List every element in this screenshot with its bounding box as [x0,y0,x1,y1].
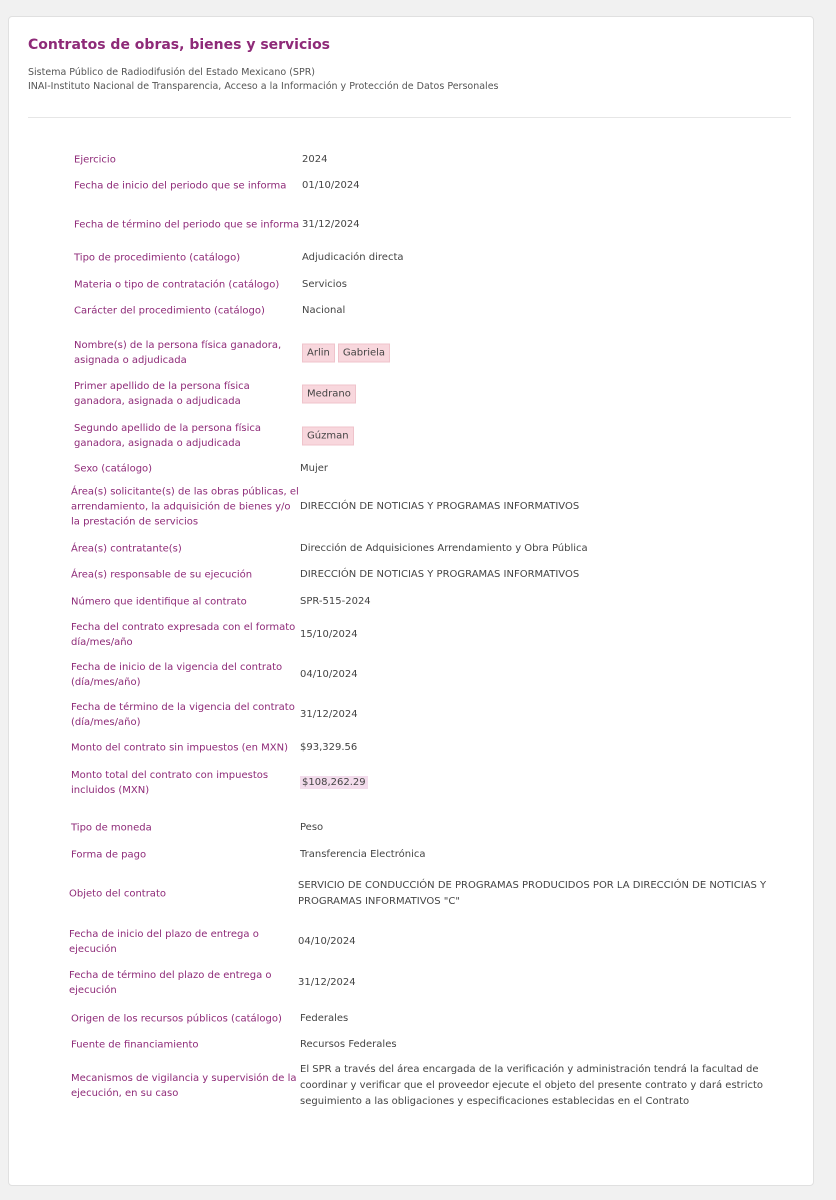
field-label: Fecha de término del plazo de entrega o ejecución [69,970,272,996]
field-value: 04/10/2024 [298,936,356,947]
field-label: Materia o tipo de contratación (catálogo) [74,279,280,291]
field-label: Sexo (catálogo) [74,463,153,475]
field-label: Monto total del contrato con impuestos incluidos (MXN) [71,770,269,796]
field-value: DIRECCIÓN DE NOTICIAS Y PROGRAMAS INFORMATIVOS [300,501,580,512]
highlighted-value: Arlin [302,344,335,363]
page-title: Contratos de obras, bienes y servicios [28,37,331,53]
field-value: SERVICIO DE CONDUCCIÓN DE PROGRAMAS PRODUCIDOS POR LA DIRECCIÓN DE NOTICIAS Y PROGRAMAS INFORMATIVOS "C" [298,880,767,907]
field-value: 15/10/2024 [300,629,358,640]
field-value [302,427,772,446]
field-value: Transferencia Electrónica [300,849,426,860]
field-value: Nacional [302,305,346,316]
contract-card [8,16,814,1186]
field-label: Nombre(s) de la persona física ganadora, asignada o adjudicada [74,340,282,366]
highlighted-amount: $108,262.29 [302,777,366,788]
highlighted-value: Gabriela [338,344,390,363]
field-value [302,344,772,363]
header-divider [28,117,791,118]
field-label: Origen de los recursos públicos (catálogo) [71,1013,282,1025]
field-label: Fecha de término del periodo que se informa [74,219,300,231]
field-value: Mujer [300,463,329,474]
field-value: Federales [300,1013,349,1024]
field-label: Fuente de financiamiento [71,1039,199,1051]
field-value [300,775,770,791]
field-label: Ejercicio [74,154,116,166]
field-value: 04/10/2024 [300,669,358,680]
field-label: Segundo apellido de la persona física ganadora, asignada o adjudicada [74,423,262,449]
field-value [302,385,772,404]
field-value: Recursos Federales [300,1039,397,1050]
source-name: INAI-Instituto Nacional de Transparencia, Acceso a la Información y Protección de Datos Personales [28,81,499,92]
field-label: Forma de pago [71,849,147,861]
field-label: Fecha de inicio del plazo de entrega o ejecución [69,929,259,955]
field-label: Fecha del contrato expresada con el formato día/mes/año [71,622,296,648]
institution-name: Sistema Público de Radiodifusión del Estado Mexicano (SPR) [28,67,315,78]
field-value: $93,329.56 [300,742,358,753]
field-label: Objeto del contrato [69,888,166,900]
field-value: Servicios [302,279,347,290]
field-value: Adjudicación directa [302,252,404,263]
field-label: Tipo de procedimiento (catálogo) [74,252,241,264]
field-label: Número que identifique al contrato [71,596,247,608]
field-label: Área(s) responsable de su ejecución [71,569,253,581]
field-label: Primer apellido de la persona física ganadora, asignada o adjudicada [74,381,250,407]
field-label: Tipo de moneda [71,822,152,834]
field-value: 01/10/2024 [302,180,360,191]
field-label: Área(s) contratante(s) [71,543,182,555]
field-value: 31/12/2024 [300,709,358,720]
field-value: 2024 [302,154,328,165]
field-label: Mecanismos de vigilancia y supervisión de la ejecución, en su caso [71,1073,297,1099]
field-value: DIRECCIÓN DE NOTICIAS Y PROGRAMAS INFORMATIVOS [300,569,580,580]
field-label: Fecha de inicio del periodo que se informa [74,180,287,192]
field-label: Monto del contrato sin impuestos (en MXN) [71,742,289,754]
field-label: Carácter del procedimiento (catálogo) [74,305,265,317]
field-value: Peso [300,822,324,833]
field-value: 31/12/2024 [302,219,360,230]
highlighted-value: Medrano [302,385,356,404]
field-label: Área(s) solicitante(s) de las obras públicas, el arrendamiento, la adquisición de bienes y/o la prestación de servicios [71,486,299,528]
field-value: Dirección de Adquisiciones Arrendamiento y Obra Pública [300,543,588,554]
field-value: El SPR a través del área encargada de la verificación y administración tendrá la facultad de coordinar y verificar que el proveedor ejecute el objeto del presente contrato y dará estricto seguimiento a las obligaciones y especificaciones establecidas en el Contrato [300,1064,764,1107]
field-label: Fecha de inicio de la vigencia del contrato (día/mes/año) [71,662,283,688]
field-label: Fecha de término de la vigencia del contrato (día/mes/año) [71,702,295,728]
field-value: 31/12/2024 [298,977,356,988]
field-value: SPR-515-2024 [300,596,371,607]
highlighted-value: Gúzman [302,427,354,446]
